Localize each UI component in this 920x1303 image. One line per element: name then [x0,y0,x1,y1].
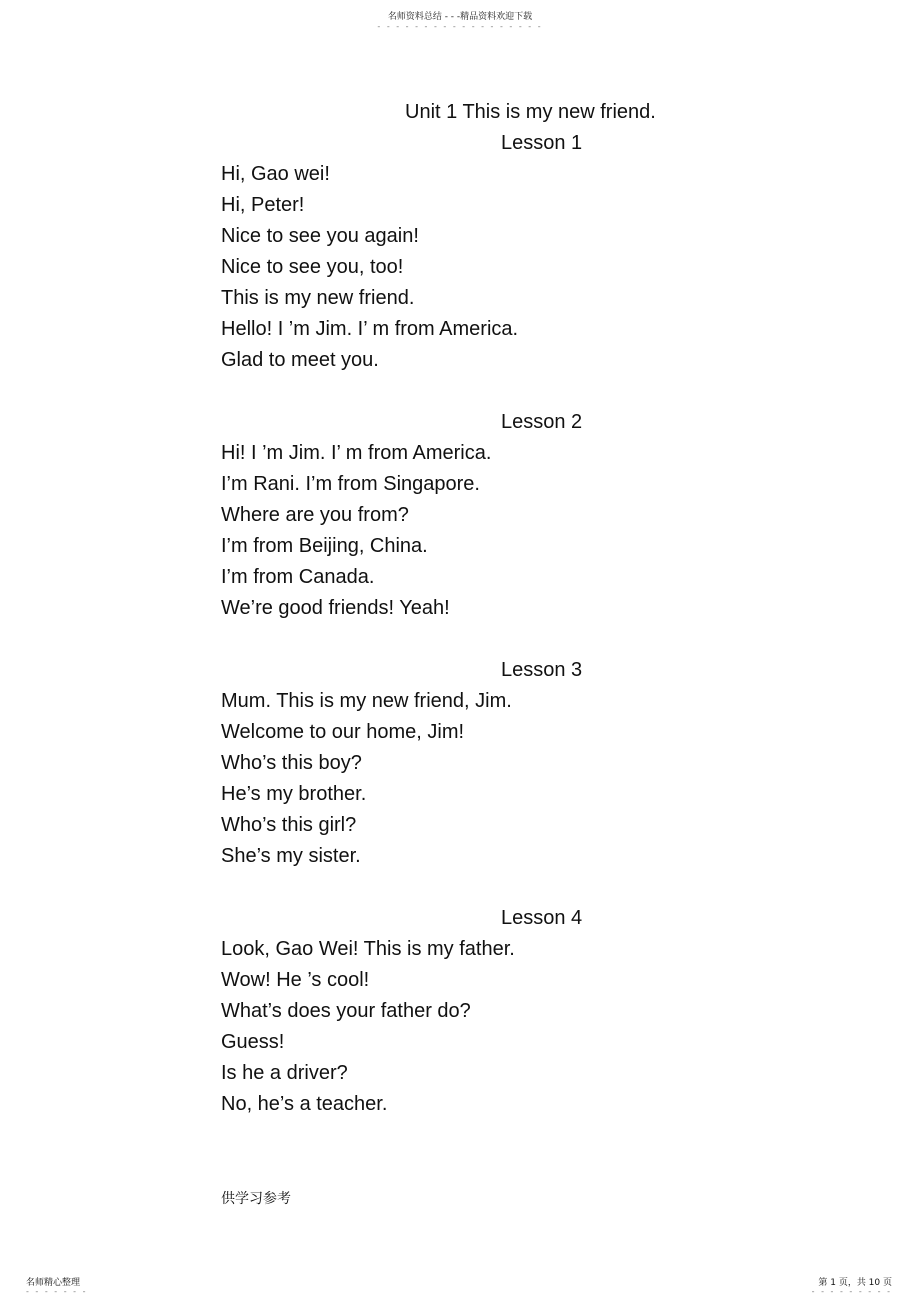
lesson-title: Lesson 4 [501,907,583,929]
dialogue-line: Wow! He ’s cool! [221,969,370,991]
dialogue-line: I’m from Beijing, China. [221,535,428,557]
dialogue-line: Hello! I ’m Jim. I’ m from America. [221,318,519,340]
lesson-title: Lesson 3 [501,659,583,681]
lesson-title: Lesson 1 [501,132,583,154]
dialogue-line: Look, Gao Wei! This is my father. [221,938,515,960]
dialogue-line: She’s my sister. [221,845,361,867]
dialogue-line: Where are you from? [221,504,409,526]
dialogue-line: I’m from Canada. [221,566,375,588]
page-indicator: 第 1 页，共 10 页 [818,1278,892,1288]
footer-left-label: 名师精心整理 [26,1278,81,1288]
dialogue-line: Hi, Gao wei! [221,163,330,185]
lesson-4 [221,903,781,1120]
dialogue-line: Nice to see you, too! [221,256,404,278]
dialogue-line: What’s does your father do? [221,1000,471,1022]
lesson-2 [221,407,781,624]
dialogue-line: Glad to meet you. [221,349,379,371]
document-body [221,97,781,1120]
footer-left-dots: - - - - - - - [26,1287,88,1296]
top-banner [0,9,920,31]
dialogue-line: He’s my brother. [221,783,367,805]
lesson-1 [221,128,781,376]
lesson-title: Lesson 2 [501,411,583,433]
dialogue-line: This is my new friend. [221,287,415,309]
banner-text: 名师资料总结 - - -精品资料欢迎下载 [387,12,533,22]
study-reference-note: 供学习参考 [221,1191,291,1207]
dialogue-line: Nice to see you again! [221,225,419,247]
unit-title: Unit 1 This is my new friend. [405,101,656,123]
dialogue-line: Mum. This is my new friend, Jim. [221,690,512,712]
banner-dots: - - - - - - - - - - - - - - - - - - [377,22,543,31]
dialogue-line: Is he a driver? [221,1062,348,1084]
dialogue-line: No, he’s a teacher. [221,1093,388,1115]
footer-left [26,1275,87,1296]
dialogue-line: Hi! I ’m Jim. I’ m from America. [221,442,492,464]
dialogue-line: Who’s this boy? [221,752,362,774]
dialogue-line: I’m Rani. I’m from Singapore. [221,473,480,495]
dialogue-line: Welcome to our home, Jim! [221,721,465,743]
dialogue-line: Hi, Peter! [221,194,305,216]
footer-right-dots: - - - - - - - - - [811,1287,892,1296]
footer-right [812,1275,892,1296]
dialogue-line: Guess! [221,1031,285,1053]
dialogue-line: We’re good friends! Yeah! [221,597,450,619]
dialogue-line: Who’s this girl? [221,814,357,836]
lesson-3 [221,655,781,872]
